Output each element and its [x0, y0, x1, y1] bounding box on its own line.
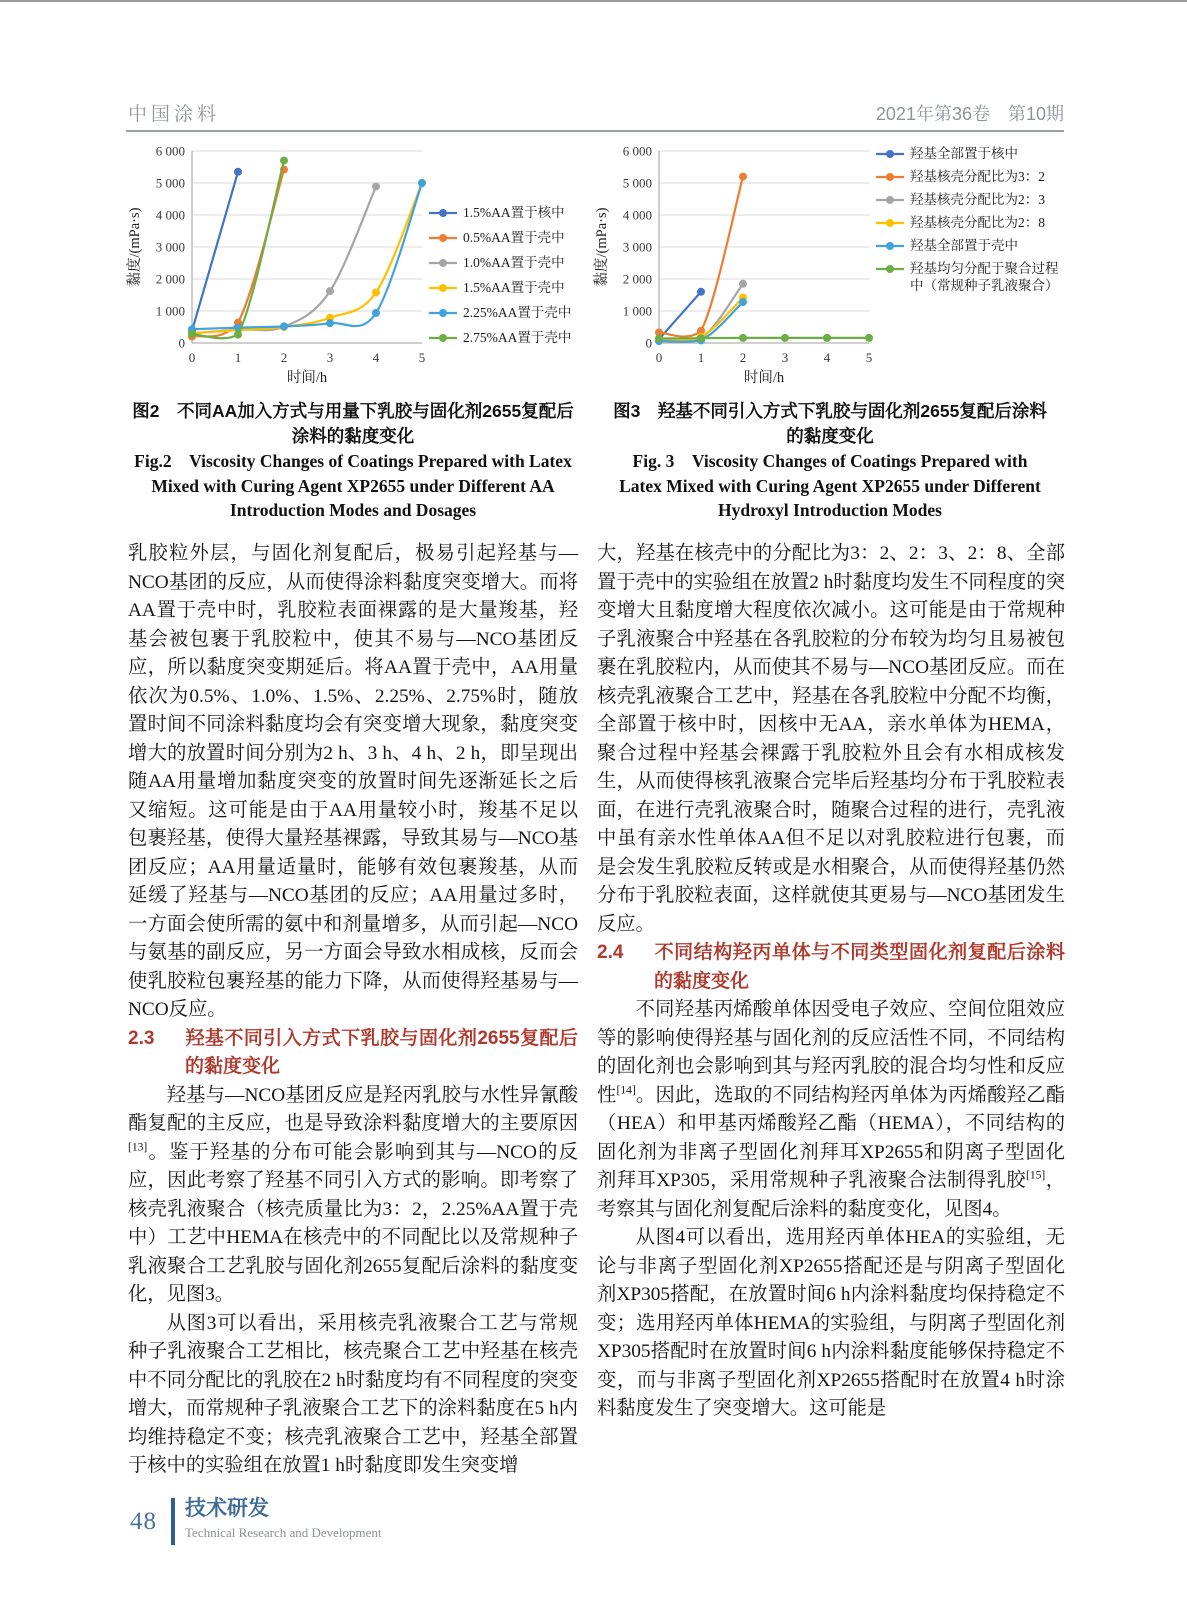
- data-point-marker: [234, 331, 242, 339]
- viscosity-chart-hydroxyl: [593, 133, 875, 391]
- page-number: 48: [130, 1508, 157, 1535]
- x-tick-label: 0: [655, 350, 663, 365]
- data-point-marker: [372, 288, 380, 296]
- data-point-marker: [823, 334, 831, 342]
- caption-cn-line: 图2 不同AA加入方式与用量下乳胶与固化剂2655复配后: [132, 401, 574, 421]
- x-tick-label: 0: [188, 350, 196, 365]
- series-line-marker-icon: [428, 283, 458, 293]
- paragraph: 从图4可以看出，选用羟丙单体HEA的实验组，无论与非离子型固化剂XP2655搭配还是与阴离子型固化剂XP305搭配，在放置时间6 h内涂料黏度均保持稳定不变；选用羟丙单体HEMA的实验组，与阴离子型固化剂XP305搭配时在放置时间6 h内涂料黏度能够保持稳定不变，而与非离子型固化剂XP2655搭配时在放置4 h时涂料黏度发生了突变增大。这可能是: [597, 1227, 1065, 1419]
- legend-label: 2.75%AA置于壳中: [463, 330, 572, 345]
- journal-name: 中国涂料: [128, 104, 221, 125]
- x-axis-title: 时间/h: [743, 370, 785, 386]
- figure-3-caption: [595, 399, 1065, 523]
- legend-item: [875, 260, 1063, 294]
- caption-cn-line: 的黏度变化: [786, 426, 874, 446]
- section-number: 2.3: [128, 1027, 155, 1049]
- y-tick-label: 1 000: [622, 303, 652, 319]
- caption-cn-line: 涂料的黏度变化: [291, 426, 415, 446]
- figure-3: [593, 133, 1067, 391]
- series-line: [192, 161, 284, 339]
- y-tick-label: 4 000: [155, 207, 185, 223]
- figure-2: [126, 133, 578, 391]
- legend-item: [428, 229, 578, 246]
- caption-en-line: Fig.2 Viscosity Changes of Coatings Prepared with Latex: [134, 451, 572, 471]
- data-point-marker: [697, 288, 705, 296]
- x-tick-label: 3: [326, 350, 334, 365]
- series-line-marker-icon: [428, 308, 458, 318]
- data-point-marker: [781, 334, 789, 342]
- y-tick-label: 3 000: [622, 239, 652, 255]
- y-tick-label: 1 000: [155, 303, 185, 319]
- x-tick-label: 5: [865, 350, 873, 365]
- legend-label: 羟基全部置于核中: [910, 146, 1018, 161]
- y-tick-label: 4 000: [622, 207, 652, 223]
- footer-section: [185, 1496, 382, 1542]
- paragraph: 不同羟基丙烯酸单体因受电子效应、空间位阻效应等的影响使得羟基与固化剂的反应活性不同，不同结构的固化剂也会影响到其与羟丙乳胶的混合均匀性和反应性[14]。因此，选取的不同结构羟丙单体为丙烯酸羟乙酯（HEA）和甲基丙烯酸羟乙酯（HEMA），不同结构的固化剂为非离子型固化剂拜耳XP2655和阴离子型固化剂拜耳XP305，采用常规种子乳液聚合法制得乳胶[15]，考察其与固化剂复配后涂料的黏度变化，见图4。: [597, 999, 1066, 1220]
- legend-label: 羟基核壳分配比为2：3: [910, 192, 1045, 207]
- data-point-marker: [655, 335, 663, 343]
- legend-label: 羟基均匀分配于聚合过程中（常规种子乳液聚合）: [910, 261, 1059, 293]
- y-tick-label: 5 000: [622, 175, 652, 191]
- series-line-marker-icon: [875, 264, 905, 274]
- footer-section-en: Technical Research and Development: [185, 1525, 382, 1540]
- legend-item: [875, 145, 1063, 162]
- data-point-marker: [188, 330, 196, 338]
- legend-item: [875, 191, 1063, 208]
- x-axis-title: 时间/h: [286, 370, 328, 386]
- paragraph: 从图3可以看出，采用核壳乳液聚合工艺与常规种子乳液聚合工艺相比，核壳聚合工艺中羟基在核壳中不同分配比的乳胶在2 h时黏度均有不同程度的突变增大，而常规种子乳液聚合工艺下的涂料黏度在5 h内均维持稳定不变；核壳乳液聚合工艺中，羟基全部置于核中的实验组在放置1 h时黏度即发生突变增: [128, 1312, 578, 1476]
- series-line: [659, 177, 743, 337]
- x-tick-label: 4: [823, 350, 831, 365]
- caption-en-line: Latex Mixed with Curing Agent XP2655 under Different: [619, 475, 1041, 496]
- series-line-marker-icon: [875, 218, 905, 228]
- caption-cn-line: 图3 羟基不同引入方式下乳胶与固化剂2655复配后涂料: [613, 401, 1047, 421]
- x-tick-label: 2: [280, 350, 288, 365]
- x-tick-label: 4: [372, 350, 380, 365]
- paragraph: 大，羟基在核壳中的分配比为3：2、2：3、2：8、全部置于壳中的实验组在放置2 h时黏度均发生不同程度的突变增大且黏度增大程度依次减小。这可能是由于常规种子乳液聚合中羟基在各乳胶粒的分布较为均匀且易被包裹在乳胶粒内，从而使其不易与—NCO基团反应。而在核壳乳液聚合工艺中，羟基在各乳胶粒中分配不均衡，全部置于核中时，因核中无AA，亲水单体为HEMA，聚合过程中羟基会裸露于乳胶粒外且会有水相成核发生，从而使得核乳液聚合完毕后羟基均分布于乳胶粒表面，在进行壳乳液聚合时，随聚合过程的进行，壳乳液中虽有亲水性单体AA但不足以对乳胶粒进行包裹，而是会发生乳胶粒反转或是水相聚合，从而使得羟基仍然分布于乳胶粒表面，这样就使其更易与—NCO基团发生反应。: [597, 543, 1065, 935]
- issue-info: 2021年第36卷 第10期: [875, 104, 1064, 124]
- text-column-right: [597, 540, 1065, 1424]
- series-line: [659, 292, 701, 339]
- legend-item: [875, 214, 1063, 231]
- legend-label: 0.5%AA置于壳中: [463, 230, 565, 245]
- y-tick-label: 3 000: [155, 239, 185, 255]
- data-point-marker: [234, 168, 242, 176]
- y-tick-label: 2 000: [622, 271, 652, 287]
- series-line-marker-icon: [875, 195, 905, 205]
- data-point-marker: [326, 319, 334, 327]
- paragraph: 乳胶粒外层，与固化剂复配后，极易引起羟基与—NCO基团的反应，从而使得涂料黏度突变增大。而将AA置于壳中时，乳胶粒表面裸露的是大量羧基，羟基会被包裹于乳胶粒中，使其不易与—NCO基团反应，所以黏度突变期延后。将AA置于壳中，AA用量依次为0.5%、1.0%、1.5%、2.25%、2.75%时，随放置时间不同涂料黏度均会有突变增大现象，黏度突变增大的放置时间分别为2 h、3 h、4 h、2 h，即呈现出随AA用量增加黏度突变的放置时间先逐渐延长之后又缩短。这可能是由于AA用量较小时，羧基不足以包裹羟基，使得大量羟基裸露，导致其易与—NCO基团反应；AA用量适量时，能够有效包裹羧基，从而延缓了羟基与—NCO基团的反应；AA用量过多时，一方面会使所需的氨中和剂量增多，从而引起—NCO与氨基的副反应，另一方面会导致水相成核，反而会使乳胶粒包裹羟基的能力下降，从而使得羟基易与—NCO反应。: [128, 543, 578, 1020]
- y-tick-label: 2 000: [155, 271, 185, 287]
- chart-legend-aa-dosage: [428, 204, 578, 346]
- section-heading: 2.4 不同结构羟丙单体与不同类型固化剂复配后涂料的黏度变化: [597, 939, 1065, 996]
- legend-label: 羟基核壳分配比为2：8: [910, 215, 1045, 230]
- page-top-edge: [0, 0, 1187, 2]
- legend-item: [875, 168, 1063, 185]
- footer-section-cn: 技术研发: [185, 1497, 269, 1520]
- caption-en-line: Mixed with Curing Agent XP2655 under Different AA: [151, 475, 555, 496]
- y-axis-title: 黏度/(mPa·s): [594, 207, 610, 287]
- caption-en-line: Hydroxyl Introduction Modes: [718, 500, 942, 520]
- legend-label: 2.25%AA置于壳中: [463, 305, 572, 320]
- data-point-marker: [739, 298, 747, 306]
- data-point-marker: [418, 179, 426, 187]
- series-line-marker-icon: [875, 172, 905, 182]
- y-tick-label: 6 000: [622, 143, 652, 159]
- legend-item: [428, 254, 578, 271]
- text-column-left: [128, 540, 578, 1481]
- citation-ref: [14]: [616, 1083, 636, 1097]
- header-rule: [126, 130, 1064, 132]
- paragraph: 羟基与—NCO基团反应是羟丙乳胶与水性异氰酸酯复配的主反应，也是导致涂料黏度增大的主要原因[13]。鉴于羟基的分布可能会影响到其与—NCO的反应，因此考察了羟基不同引入方式的影响。即考察了核壳乳液聚合（核壳质量比为3：2，2.25%AA置于壳中）工艺中HEMA在核壳中的不同配比以及常规种子乳液聚合工艺乳胶与固化剂2655复配后涂料的黏度变化，见图3。: [128, 1084, 578, 1305]
- series-line: [659, 338, 869, 339]
- series-line: [192, 170, 284, 337]
- page-footer: [130, 1496, 382, 1545]
- viscosity-chart-aa-dosage: [126, 133, 428, 391]
- data-point-marker: [280, 157, 288, 165]
- legend-label: 1.5%AA置于核中: [463, 205, 565, 220]
- data-point-marker: [326, 287, 334, 295]
- series-line-marker-icon: [875, 149, 905, 159]
- legend-item: [875, 237, 1063, 254]
- y-axis-title: 黏度/(mPa·s): [127, 207, 143, 287]
- legend-label: 羟基全部置于壳中: [910, 238, 1018, 253]
- y-tick-label: 0: [645, 335, 652, 351]
- y-tick-label: 5 000: [155, 175, 185, 191]
- figure-2-caption: [128, 399, 578, 523]
- series-line-marker-icon: [428, 333, 458, 343]
- x-tick-label: 1: [697, 350, 705, 365]
- data-point-marker: [739, 280, 747, 288]
- legend-item: [428, 279, 578, 296]
- data-point-marker: [372, 183, 380, 191]
- legend-item: [428, 304, 578, 321]
- y-tick-label: 0: [178, 335, 185, 351]
- section-number: 2.4: [597, 942, 624, 963]
- data-point-marker: [739, 334, 747, 342]
- legend-label: 羟基核壳分配比为3：2: [910, 169, 1045, 184]
- data-point-marker: [739, 173, 747, 181]
- x-tick-label: 5: [418, 350, 426, 365]
- data-point-marker: [280, 322, 288, 330]
- series-line-marker-icon: [875, 241, 905, 251]
- legend-label: 1.0%AA置于壳中: [463, 255, 565, 270]
- series-line: [192, 172, 238, 331]
- data-point-marker: [697, 334, 705, 342]
- series-line-marker-icon: [428, 258, 458, 268]
- series-line-marker-icon: [428, 233, 458, 243]
- x-tick-label: 2: [739, 350, 747, 365]
- section-heading: 2.3 羟基不同引入方式下乳胶与固化剂2655复配后的黏度变化: [128, 1025, 578, 1082]
- citation-ref: [15]: [1025, 1168, 1046, 1182]
- legend-item: [428, 204, 578, 221]
- caption-en-line: Fig. 3 Viscosity Changes of Coatings Prepared with: [632, 451, 1028, 471]
- series-line: [192, 183, 422, 329]
- x-tick-label: 3: [781, 350, 789, 365]
- legend-label: 1.5%AA置于壳中: [463, 280, 565, 295]
- series-line-marker-icon: [428, 208, 458, 218]
- citation-ref: [13]: [128, 1140, 148, 1154]
- data-point-marker: [372, 309, 380, 317]
- x-tick-label: 1: [234, 350, 242, 365]
- y-tick-label: 6 000: [155, 143, 185, 159]
- data-point-marker: [865, 334, 873, 342]
- legend-item: [428, 329, 578, 346]
- footer-divider-bar: [171, 1498, 175, 1545]
- chart-legend-hydroxyl: [875, 145, 1063, 391]
- caption-en-line: Introduction Modes and Dosages: [229, 500, 477, 520]
